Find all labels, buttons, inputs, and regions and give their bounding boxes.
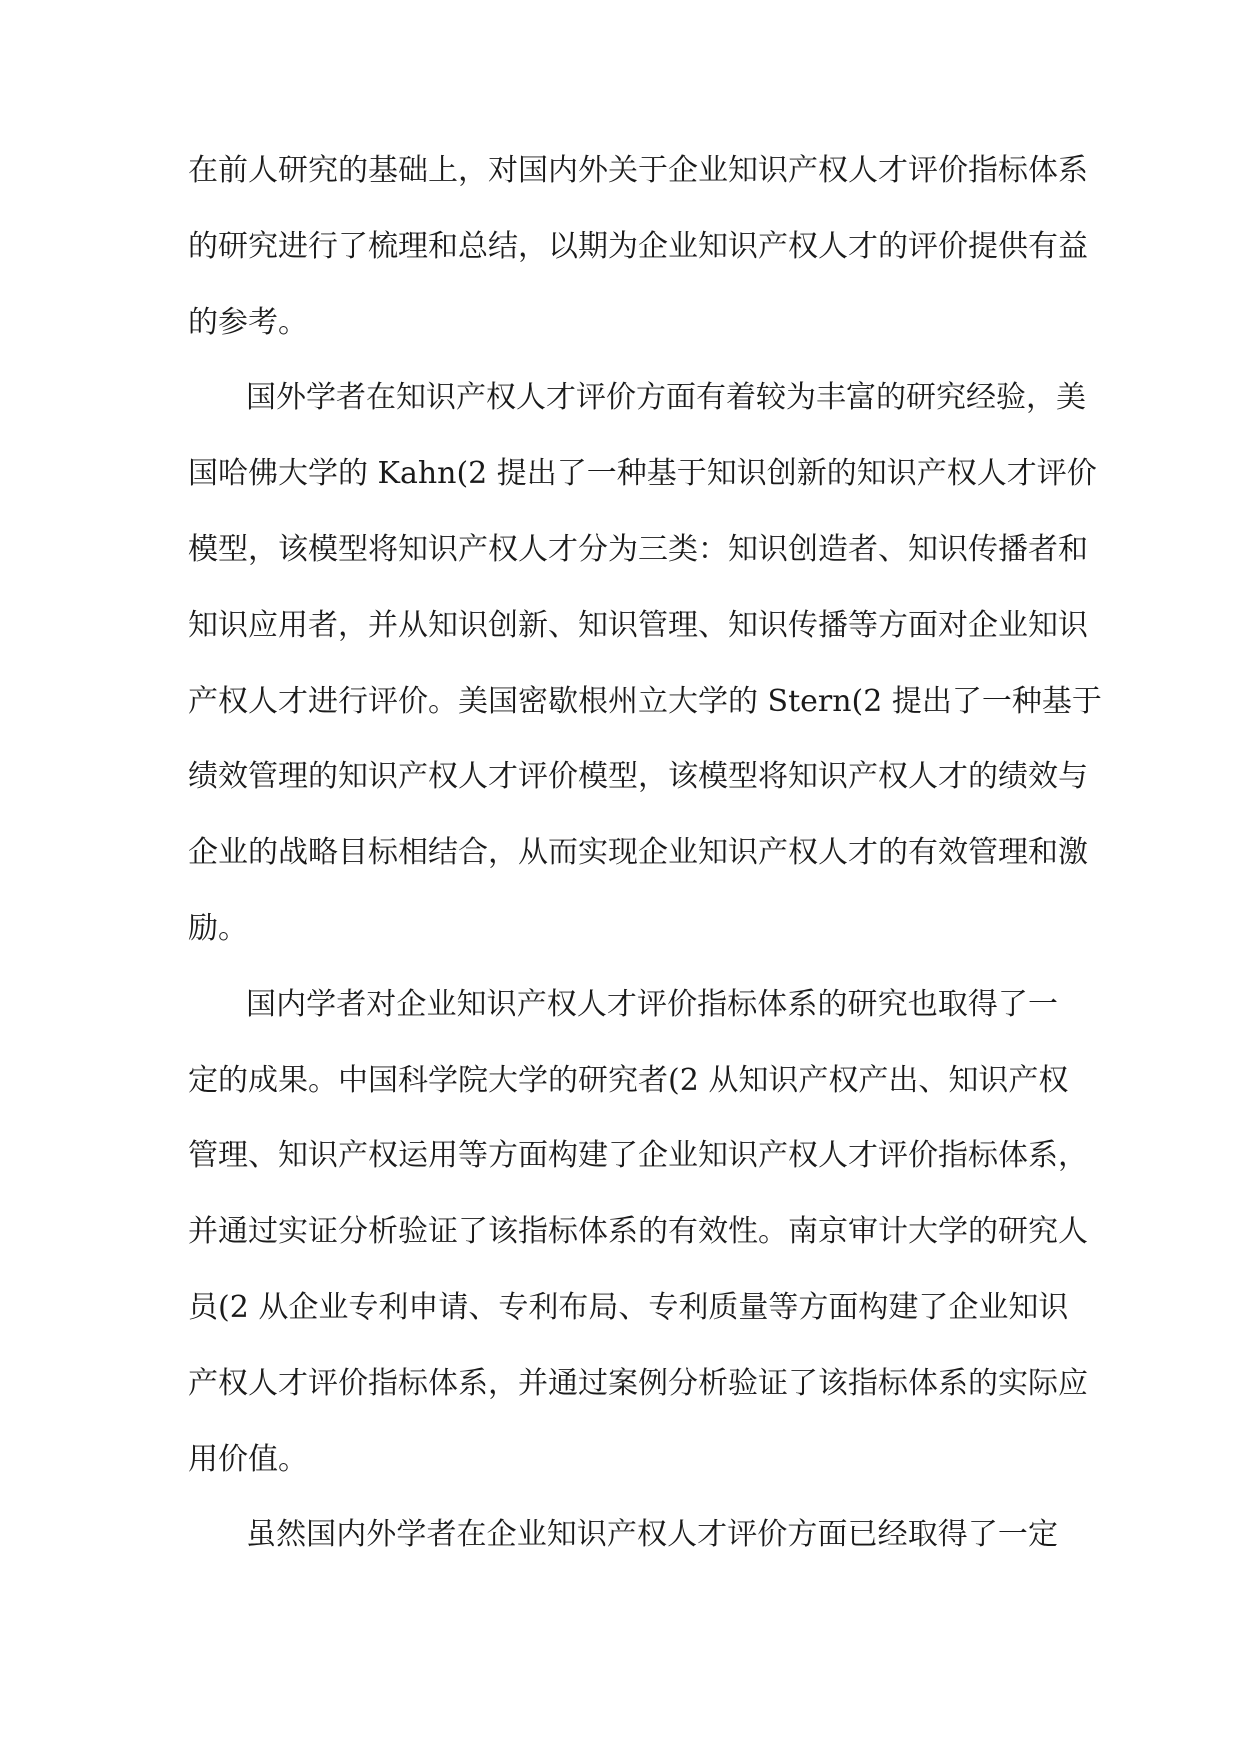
paragraph-3-line-5: 员(2 从企业专利申请、专利布局、专利质量等方面构建了企业知识 [188, 1289, 1069, 1325]
paragraph-2-line-1: 国外学者在知识产权人才评价方面有着较为丰富的研究经验，美 [246, 380, 1086, 416]
paragraph-3-line-4: 并通过实证分析验证了该指标体系的有效性。南京审计大学的研究人 [188, 1214, 1088, 1250]
paragraph-3-line-6: 产权人才评价指标体系，并通过案例分析验证了该指标体系的实际应 [188, 1365, 1088, 1401]
paragraph-3-line-2: 定的成果。中国科学院大学的研究者(2 从知识产权产出、知识产权 [188, 1062, 1069, 1098]
paragraph-4-line-1: 虽然国内外学者在企业知识产权人才评价方面已经取得了一定 [246, 1517, 1058, 1553]
paragraph-3-line-3: 管理、知识产权运用等方面构建了企业知识产权人才评价指标体系， [188, 1138, 1088, 1174]
body-text [188, 141, 1102, 1581]
paragraph-2-line-4: 知识应用者，并从知识创新、知识管理、知识传播等方面对企业知识 [188, 607, 1088, 643]
paragraph-3-line-1: 国内学者对企业知识产权人才评价指标体系的研究也取得了一 [246, 986, 1058, 1022]
paragraph-2-line-2: 国哈佛大学的 Kahn(2 提出了一种基于知识创新的知识产权人才评价 [188, 456, 1097, 492]
paragraph-2-line-5: 产权人才进行评价。美国密歇根州立大学的 Stern(2 提出了一种基于 [188, 683, 1102, 719]
paragraph-2-line-8: 励。 [188, 910, 248, 946]
paragraph-3-line-7: 用价值。 [188, 1441, 308, 1477]
paragraph-1-line-3: 的参考。 [188, 304, 308, 340]
paragraph-1-line-2: 的研究进行了梳理和总结，以期为企业知识产权人才的评价提供有益 [188, 228, 1088, 264]
paragraph-2-line-7: 企业的战略目标相结合，从而实现企业知识产权人才的有效管理和激 [188, 835, 1088, 871]
paragraph-2-line-6: 绩效管理的知识产权人才评价模型，该模型将知识产权人才的绩效与 [188, 759, 1088, 795]
paragraph-1-line-1: 在前人研究的基础上，对国内外关于企业知识产权人才评价指标体系 [188, 153, 1088, 188]
paragraph-2-line-3: 模型，该模型将知识产权人才分为三类：知识创造者、知识传播者和 [188, 531, 1088, 567]
